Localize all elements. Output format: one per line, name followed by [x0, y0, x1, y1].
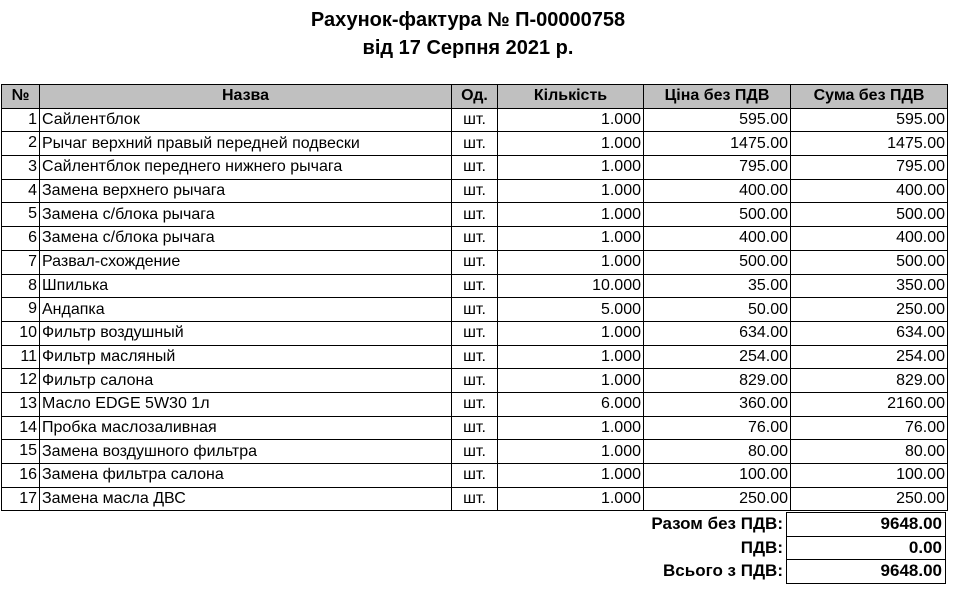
item-sum: 250.00 — [791, 487, 948, 511]
item-unit: шт. — [452, 132, 498, 156]
item-sum: 829.00 — [791, 369, 948, 393]
item-quantity: 1.000 — [498, 369, 644, 393]
item-price: 400.00 — [644, 227, 791, 251]
totals-label: Разом без ПДВ: — [651, 514, 783, 534]
item-name: Фильтр воздушный — [40, 321, 452, 345]
item-sum: 795.00 — [791, 156, 948, 180]
item-name: Шпилька — [40, 274, 452, 298]
item-quantity: 1.000 — [498, 179, 644, 203]
item-sum: 100.00 — [791, 464, 948, 488]
row-number: 13 — [2, 392, 40, 416]
row-number: 16 — [2, 464, 40, 488]
item-unit: шт. — [452, 321, 498, 345]
item-price: 500.00 — [644, 203, 791, 227]
table-row — [2, 108, 948, 132]
item-quantity: 1.000 — [498, 440, 644, 464]
totals-row — [600, 536, 946, 560]
item-name: Замена с/блока рычага — [40, 227, 452, 251]
table-row — [2, 132, 948, 156]
item-sum: 2160.00 — [791, 392, 948, 416]
item-price: 1475.00 — [644, 132, 791, 156]
item-unit: шт. — [452, 250, 498, 274]
item-price: 35.00 — [644, 274, 791, 298]
item-unit: шт. — [452, 274, 498, 298]
item-price: 634.00 — [644, 321, 791, 345]
row-number: 9 — [2, 298, 40, 322]
item-quantity: 1.000 — [498, 345, 644, 369]
header-qty: Кількість — [498, 85, 644, 109]
table-row — [2, 416, 948, 440]
table-header-row — [2, 85, 948, 109]
totals-row — [600, 560, 946, 584]
item-price: 250.00 — [644, 487, 791, 511]
item-price: 50.00 — [644, 298, 791, 322]
item-unit: шт. — [452, 227, 498, 251]
item-name: Замена масла ДВС — [40, 487, 452, 511]
item-quantity: 1.000 — [498, 108, 644, 132]
item-unit: шт. — [452, 369, 498, 393]
item-price: 100.00 — [644, 464, 791, 488]
item-sum: 1475.00 — [791, 132, 948, 156]
item-unit: шт. — [452, 464, 498, 488]
item-price: 595.00 — [644, 108, 791, 132]
item-price: 76.00 — [644, 416, 791, 440]
row-number: 11 — [2, 345, 40, 369]
item-unit: шт. — [452, 203, 498, 227]
item-price: 500.00 — [644, 250, 791, 274]
row-number: 17 — [2, 487, 40, 511]
item-quantity: 1.000 — [498, 321, 644, 345]
item-quantity: 1.000 — [498, 487, 644, 511]
header-name: Назва — [40, 85, 452, 109]
item-unit: шт. — [452, 440, 498, 464]
item-sum: 254.00 — [791, 345, 948, 369]
totals-row — [600, 513, 946, 537]
header-no: № — [2, 85, 40, 109]
table-row — [2, 321, 948, 345]
item-quantity: 1.000 — [498, 156, 644, 180]
item-sum: 500.00 — [791, 203, 948, 227]
item-name: Пробка маслозаливная — [40, 416, 452, 440]
item-unit: шт. — [452, 179, 498, 203]
row-number: 1 — [2, 108, 40, 132]
item-name: Замена воздушного фильтра — [40, 440, 452, 464]
table-row — [2, 369, 948, 393]
row-number: 8 — [2, 274, 40, 298]
item-unit: шт. — [452, 345, 498, 369]
invoice-date: від 17 Серпня 2021 р. — [362, 37, 574, 59]
totals-label: ПДВ: — [740, 537, 783, 557]
table-row — [2, 345, 948, 369]
row-number: 6 — [2, 227, 40, 251]
row-number: 5 — [2, 203, 40, 227]
item-sum: 76.00 — [791, 416, 948, 440]
item-name: Масло EDGE 5W30 1л — [40, 392, 452, 416]
item-name: Фильтр салона — [40, 369, 452, 393]
table-body — [2, 108, 948, 511]
totals-label: Всього з ПДВ: — [663, 561, 783, 581]
item-name: Замена верхнего рычага — [40, 179, 452, 203]
item-price: 400.00 — [644, 179, 791, 203]
header-price: Ціна без ПДВ — [644, 85, 791, 109]
item-unit: шт. — [452, 298, 498, 322]
item-price: 795.00 — [644, 156, 791, 180]
table-row — [2, 250, 948, 274]
table-row — [2, 274, 948, 298]
item-name: Развал-схождение — [40, 250, 452, 274]
table-row — [2, 227, 948, 251]
row-number: 7 — [2, 250, 40, 274]
header-sum: Сума без ПДВ — [791, 85, 948, 109]
table-row — [2, 392, 948, 416]
row-number: 14 — [2, 416, 40, 440]
item-name: Замена фильтра салона — [40, 464, 452, 488]
item-unit: шт. — [452, 392, 498, 416]
item-quantity: 10.000 — [498, 274, 644, 298]
row-number: 12 — [2, 369, 40, 393]
totals-value: 9648.00 — [787, 560, 946, 584]
item-sum: 250.00 — [791, 298, 948, 322]
item-quantity: 1.000 — [498, 464, 644, 488]
table-row — [2, 179, 948, 203]
item-sum: 500.00 — [791, 250, 948, 274]
header-unit: Од. — [452, 85, 498, 109]
item-price: 829.00 — [644, 369, 791, 393]
item-name: Замена с/блока рычага — [40, 203, 452, 227]
item-quantity: 1.000 — [498, 227, 644, 251]
item-price: 254.00 — [644, 345, 791, 369]
item-name: Сайлентблок переднего нижнего рычага — [40, 156, 452, 180]
item-sum: 400.00 — [791, 227, 948, 251]
totals-value: 0.00 — [787, 536, 946, 560]
item-name: Рычаг верхний правый передней подвески — [40, 132, 452, 156]
item-sum: 400.00 — [791, 179, 948, 203]
item-quantity: 6.000 — [498, 392, 644, 416]
item-quantity: 1.000 — [498, 203, 644, 227]
item-sum: 350.00 — [791, 274, 948, 298]
table-row — [2, 487, 948, 511]
row-number: 2 — [2, 132, 40, 156]
item-quantity: 1.000 — [498, 250, 644, 274]
item-sum: 80.00 — [791, 440, 948, 464]
totals-value: 9648.00 — [787, 513, 946, 537]
item-sum: 634.00 — [791, 321, 948, 345]
row-number: 15 — [2, 440, 40, 464]
item-unit: шт. — [452, 108, 498, 132]
table-row — [2, 440, 948, 464]
item-price: 80.00 — [644, 440, 791, 464]
item-unit: шт. — [452, 487, 498, 511]
totals-table — [600, 512, 946, 584]
row-number: 3 — [2, 156, 40, 180]
table-row — [2, 156, 948, 180]
item-quantity: 1.000 — [498, 132, 644, 156]
item-name: Фильтр масляный — [40, 345, 452, 369]
item-unit: шт. — [452, 416, 498, 440]
row-number: 4 — [2, 179, 40, 203]
row-number: 10 — [2, 321, 40, 345]
item-price: 360.00 — [644, 392, 791, 416]
table-row — [2, 298, 948, 322]
item-sum: 595.00 — [791, 108, 948, 132]
item-quantity: 5.000 — [498, 298, 644, 322]
item-name: Сайлентблок — [40, 108, 452, 132]
item-quantity: 1.000 — [498, 416, 644, 440]
invoice-title: Рахунок-фактура № П-00000758 — [310, 9, 626, 31]
item-name: Андапка — [40, 298, 452, 322]
table-row — [2, 464, 948, 488]
invoice-table — [1, 84, 948, 511]
table-row — [2, 203, 948, 227]
item-unit: шт. — [452, 156, 498, 180]
